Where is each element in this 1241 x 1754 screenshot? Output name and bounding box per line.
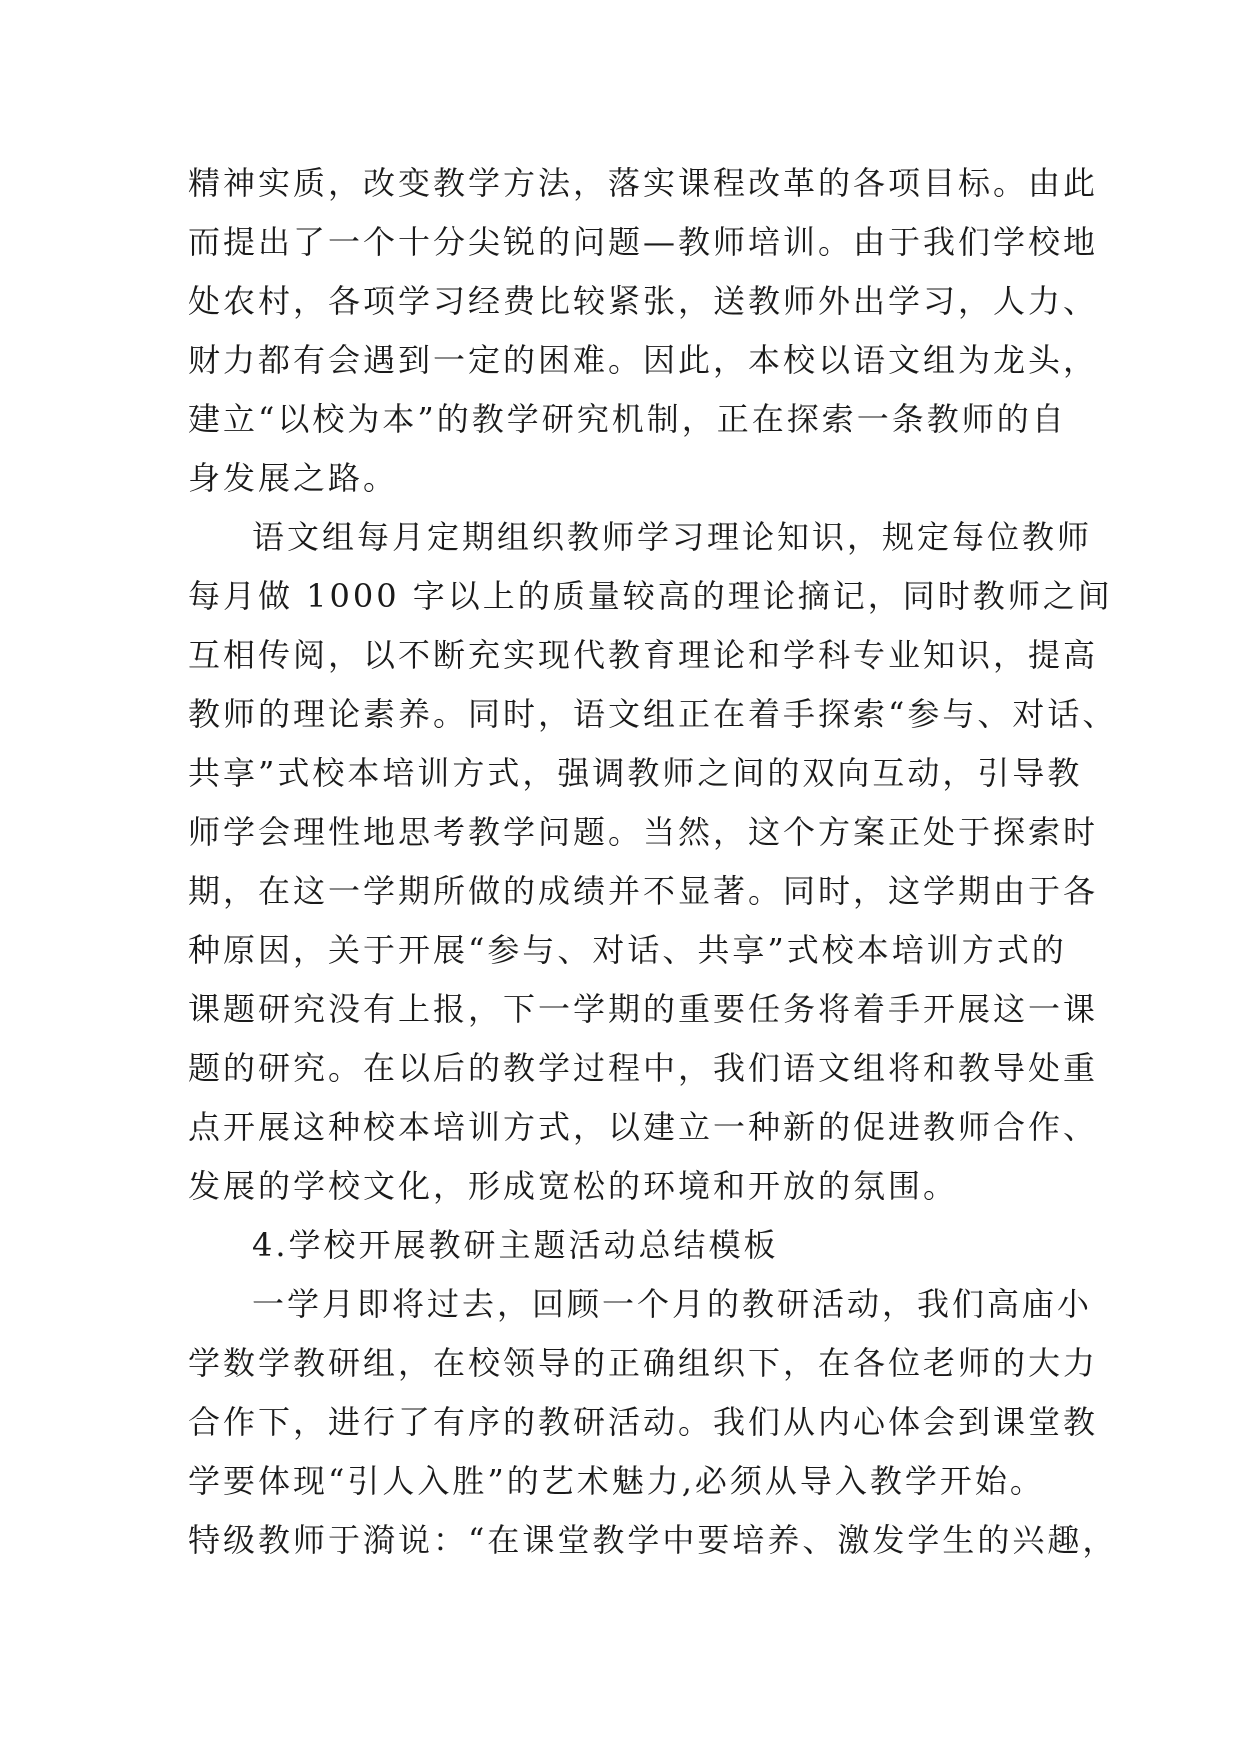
text-line: 学数学教研组，在校领导的正确组织下，在各位老师的大力 bbox=[188, 1344, 1099, 1382]
text-line: 点开展这种校本培训方式，以建立一种新的促进教师合作、 bbox=[188, 1108, 1099, 1146]
text-line: 精神实质，改变教学方法，落实课程改革的各项目标。由此 bbox=[188, 164, 1099, 202]
text-line: 建立“以校为本”的教学研究机制，正在探索一条教师的自 bbox=[188, 400, 1067, 438]
section-heading: 4.学校开展教研主题活动总结模板 bbox=[252, 1226, 779, 1264]
text-line: 而提出了一个十分尖锐的问题—教师培训。由于我们学校地 bbox=[188, 223, 1099, 261]
text-line: 课题研究没有上报，下一学期的重要任务将着手开展这一课 bbox=[188, 990, 1099, 1028]
paragraph-start-line: 一学月即将过去，回顾一个月的教研活动，我们高庙小 bbox=[252, 1285, 1093, 1323]
text-line: 财力都有会遇到一定的困难。因此，本校以语文组为龙头， bbox=[188, 341, 1099, 379]
text-line: 每月做 1000 字以上的质量较高的理论摘记，同时教师之间 bbox=[188, 577, 1113, 615]
text-line: 学要体现“引人入胜”的艺术魅力,必须从导入教学开始。 bbox=[188, 1462, 1045, 1500]
text-line: 特级教师于漪说：“在课堂教学中要培养、激发学生的兴趣， bbox=[188, 1521, 1118, 1559]
text-line: 种原因，关于开展“参与、对话、共享”式校本培训方式的 bbox=[188, 931, 1067, 969]
text-line: 题的研究。在以后的教学过程中，我们语文组将和教导处重 bbox=[188, 1049, 1099, 1087]
text-line: 共享”式校本培训方式，强调教师之间的双向互动，引导教 bbox=[188, 754, 1083, 792]
paragraph-start-line: 语文组每月定期组织教师学习理论知识，规定每位教师 bbox=[252, 518, 1093, 556]
text-line: 师学会理性地思考教学问题。当然，这个方案正处于探索时 bbox=[188, 813, 1099, 851]
text-line: 处农村，各项学习经费比较紧张，送教师外出学习，人力、 bbox=[188, 282, 1099, 320]
text-line: 期，在这一学期所做的成绩并不显著。同时，这学期由于各 bbox=[188, 872, 1099, 910]
text-line: 合作下，进行了有序的教研活动。我们从内心体会到课堂教 bbox=[188, 1403, 1099, 1441]
text-line: 身发展之路。 bbox=[188, 459, 399, 497]
text-line: 互相传阅，以不断充实现代教育理论和学科专业知识，提高 bbox=[188, 636, 1099, 674]
text-line: 发展的学校文化，形成宽松的环境和开放的氛围。 bbox=[188, 1167, 959, 1205]
text-line: 教师的理论素养。同时，语文组正在着手探索“参与、对话、 bbox=[188, 695, 1118, 733]
body-text bbox=[188, 154, 1118, 1570]
